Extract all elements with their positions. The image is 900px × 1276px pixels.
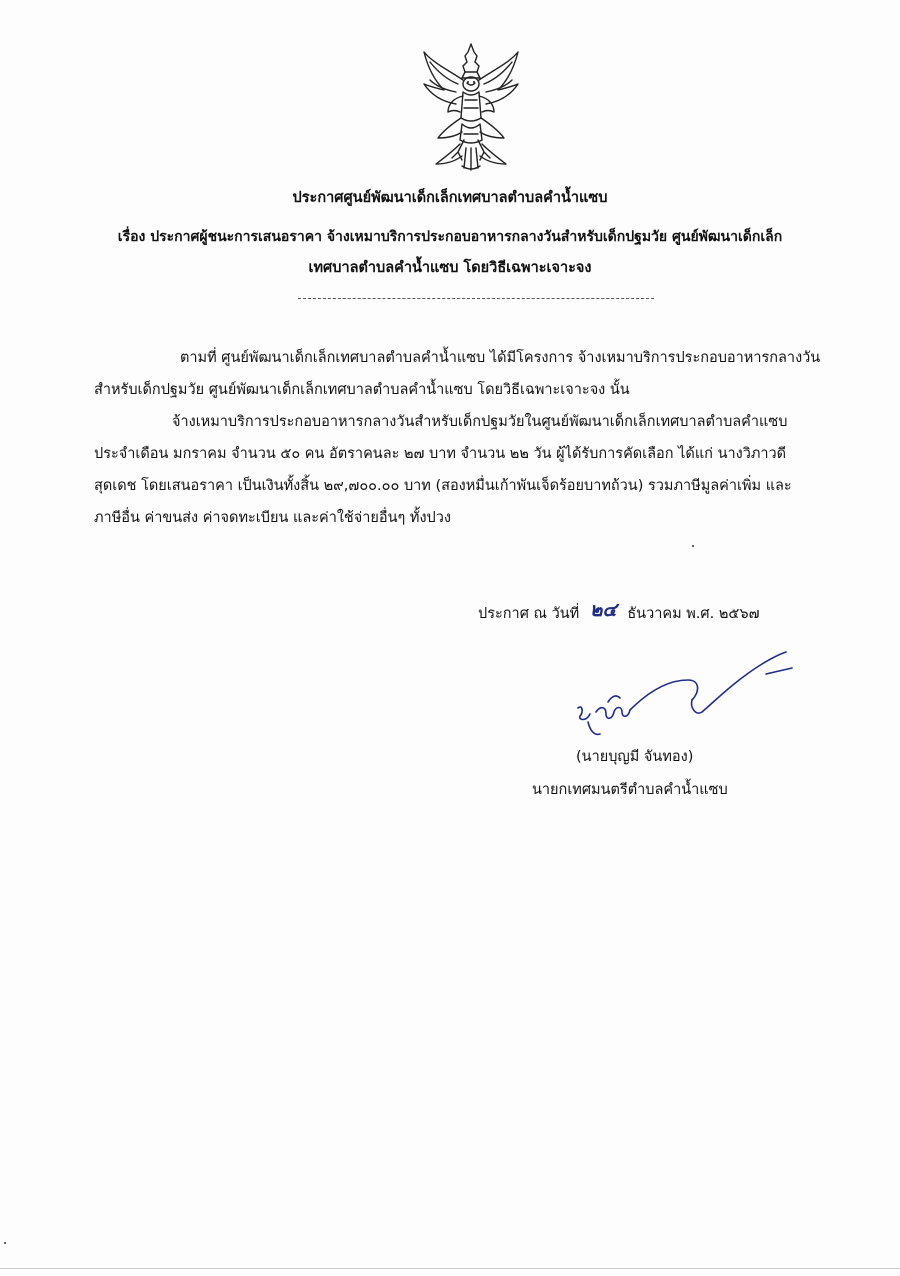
date-suffix: ธันวาคม พ.ศ. ๒๕๖๗ xyxy=(627,606,760,622)
body-paragraph-line: ตามที่ ศูนย์พัฒนาเด็กเล็กเทศบาลตำบลคำน้ำแซบ ได้มีโครงการ จ้างเหมาบริการประกอบอาหารกลางวัน xyxy=(180,350,821,366)
announcement-date xyxy=(478,597,759,627)
announcement-subject: เรื่อง ประกาศผู้ชนะการเสนอราคา จ้างเหมาบริการประกอบอาหารกลางวันสำหรับเด็กปฐมวัย ศูนย์พัฒนาเด็กเล็ก xyxy=(117,229,783,245)
signer-name: (นายบุญมี จันทอง) xyxy=(576,749,694,765)
handwritten-signature-icon xyxy=(566,650,798,742)
date-day-handwritten: ๒๔ xyxy=(589,599,617,621)
body-paragraph-line: จ้างเหมาบริการประกอบอาหารกลางวันสำหรับเด็กปฐมวัยในศูนย์พัฒนาเด็กเล็กเทศบาลตำบลคำแซบ xyxy=(172,414,788,430)
date-prefix: ประกาศ ณ วันที่ xyxy=(478,606,580,622)
announcement-subject-continued: เทศบาลตำบลคำน้ำแซบ โดยวิธีเฉพาะเจาะจง xyxy=(308,260,592,276)
body-paragraph-line: สำหรับเด็กปฐมวัย ศูนย์พัฒนาเด็กเล็กเทศบาลตำบลคำน้ำแซบ โดยวิธีเฉพาะเจาะจง นั้น xyxy=(94,382,630,398)
announcement-title: ประกาศศูนย์พัฒนาเด็กเล็กเทศบาลตำบลคำน้ำแซบ xyxy=(292,190,608,206)
garuda-emblem-icon xyxy=(418,40,524,174)
body-paragraph-line: ประจำเดือน มกราคม จำนวน ๕๐ คน อัตราคนละ ๒๗ บาท จำนวน ๒๒ วัน ผู้ได้รับการคัดเลือก ได้แก่ นางวิภาวดี xyxy=(94,446,787,462)
scan-speck xyxy=(4,1242,6,1244)
header-divider xyxy=(298,298,654,299)
scan-edge-line xyxy=(0,1268,900,1269)
body-paragraph-line: ภาษีอื่น ค่าขนส่ง ค่าจดทะเบียน และค่าใช้จ่ายอื่นๆ ทั้งปวง xyxy=(94,510,451,526)
body-paragraph-line: สุดเดช โดยเสนอราคา เป็นเงินทั้งสิ้น ๒๙,๗๐๐.๐๐ บาท (สองหมื่นเก้าพันเจ็ดร้อยบาทถ้วน) รวมภาษีมูลค่าเพิ่ม และ xyxy=(94,478,792,494)
scan-speck xyxy=(692,545,694,547)
signer-title: นายกเทศมนตรีตำบลคำน้ำแซบ xyxy=(532,782,728,798)
